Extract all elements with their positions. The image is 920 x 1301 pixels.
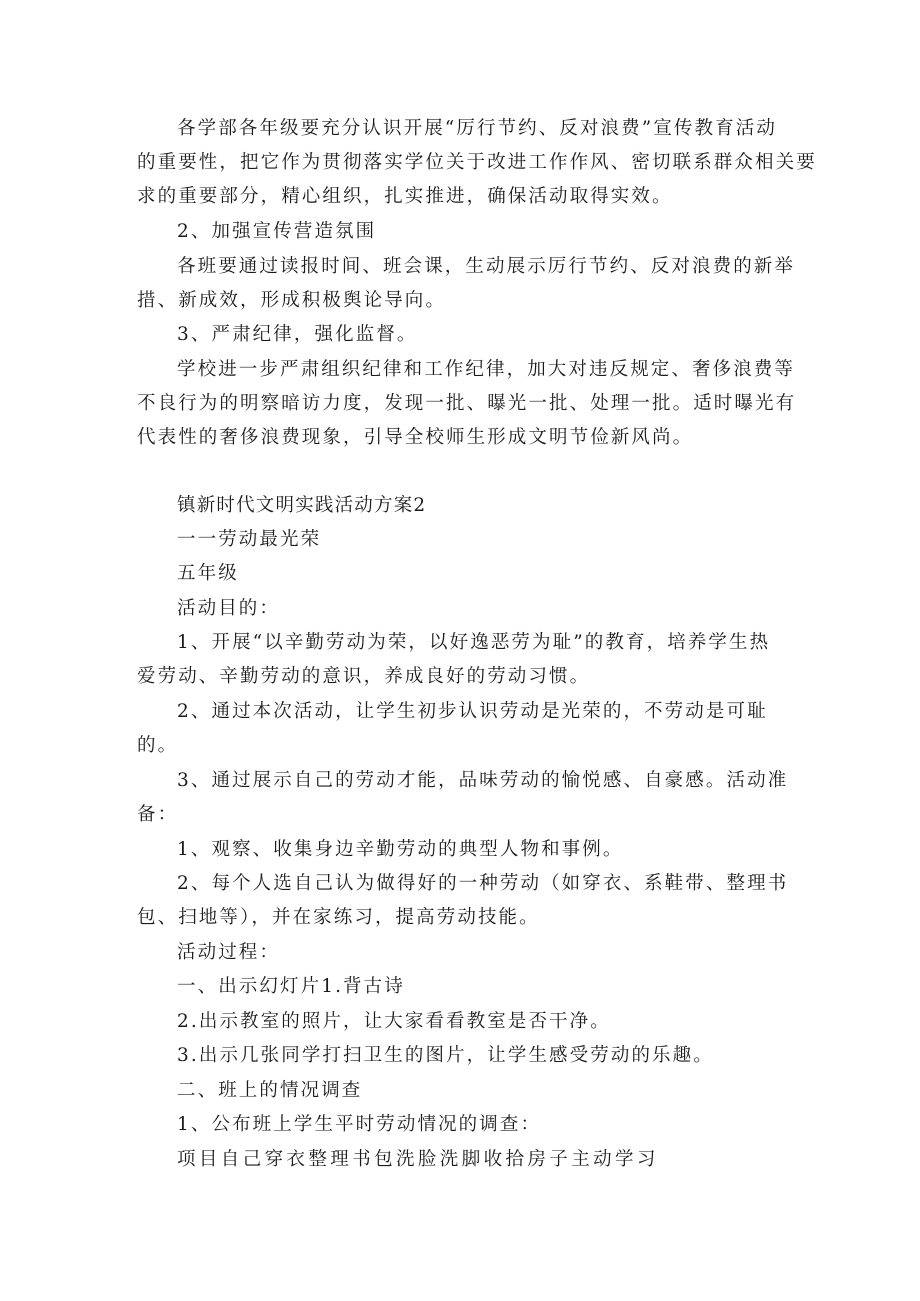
process-step-1: 一、出示幻灯片1.背古诗 xyxy=(177,976,405,997)
purpose-2-line-1: 2、通过本次活动，让学生初步认识劳动是光荣的，不劳动是可耻 xyxy=(177,701,768,722)
section-title: 镇新时代文明实践活动方案2 xyxy=(177,495,427,516)
paragraph-1-line-2: 的重要性，把它作为贯彻落实学位关于改进工作作风、密切联系群众相关要 xyxy=(137,152,817,173)
paragraph-3-line-2: 不良行为的明察暗访力度，发现一批、曝光一批、处理一批。适时曝光有 xyxy=(137,393,797,414)
paragraph-3-line-1: 学校进一步严肃组织纪律和工作纪律，加大对违反规定、奢侈浪费等 xyxy=(177,359,796,380)
prep-item-2-line-1: 2、每个人选自己认为做得好的一种劳动（如穿衣、系鞋带、整理书 xyxy=(177,873,789,894)
paragraph-3-line-3: 代表性的奢侈浪费现象，引导全校师生形成文明节俭新风尚。 xyxy=(137,427,694,448)
purpose-1-line-2: 爱劳动、辛勤劳动的意识，养成良好的劳动习惯。 xyxy=(137,666,591,687)
survey-item-1: 1、公布班上学生平时劳动情况的调查： xyxy=(177,1114,542,1135)
process-label: 活动过程： xyxy=(177,942,281,963)
purpose-1-line-1: 1、开展“以辛勤劳动为荣，以好逸恶劳为耻”的教育，培养学生热 xyxy=(177,632,771,653)
prep-item-2-line-2: 包、扫地等），并在家练习，提高劳动技能。 xyxy=(137,907,540,928)
paragraph-1-line-3: 求的重要部分，精心组织，扎实推进，确保活动取得实效。 xyxy=(137,186,673,207)
grade-label: 五年级 xyxy=(177,563,239,584)
paragraph-2-line-1: 各班要通过读报时间、班会课，生动展示厉行节约、反对浪费的新举 xyxy=(177,256,796,277)
paragraph-2-line-2: 措、新成效，形成积极舆论导向。 xyxy=(137,290,447,311)
purpose-3-line-1: 3、通过展示自己的劳动才能，品味劳动的愉悦感、自豪感。活动准 xyxy=(177,770,789,791)
purpose-2-line-2: 的。 xyxy=(137,735,179,756)
paragraph-1-line-1: 各学部各年级要充分认识开展“厉行节约、反对浪费”宣传教育活动 xyxy=(177,118,777,139)
prep-item-1: 1、观察、收集身边辛勤劳动的典型人物和事例。 xyxy=(177,839,624,860)
purpose-label: 活动目的： xyxy=(177,598,281,619)
process-step-2: 2.出示教室的照片，让大家看看教室是否干净。 xyxy=(177,1011,611,1032)
heading-strict-discipline: 3、严肃纪律，强化监督。 xyxy=(177,324,418,345)
purpose-3-line-2: 备： xyxy=(137,804,179,825)
process-section-2-heading: 二、班上的情况调查 xyxy=(177,1080,363,1101)
heading-strengthen-publicity: 2、加强宣传营造氛围 xyxy=(177,221,377,242)
survey-items-row: 项目自己穿衣整理书包洗脸洗脚收拾房子主动学习 xyxy=(177,1149,659,1170)
subtitle: 一一劳动最光荣 xyxy=(177,529,322,550)
process-step-3: 3.出示几张同学打扫卫生的图片，让学生感受劳动的乐趣。 xyxy=(177,1045,714,1066)
